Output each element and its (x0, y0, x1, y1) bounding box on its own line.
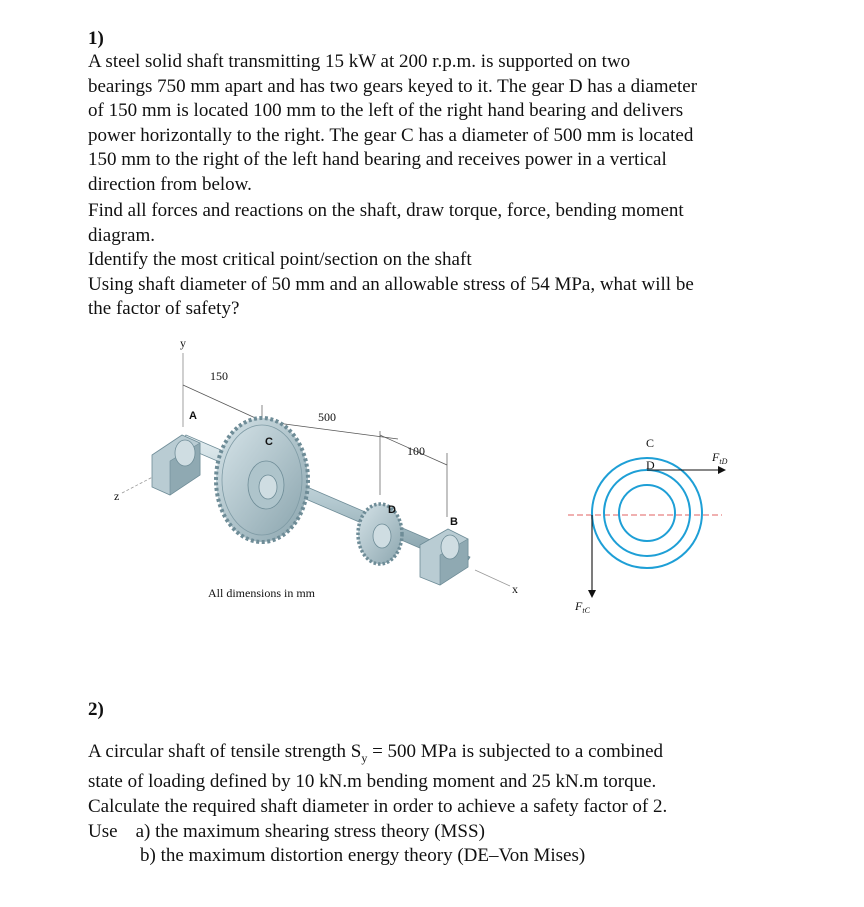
task-line: the factor of safety? (88, 298, 240, 320)
problem-2-line (88, 820, 788, 845)
task-line: Find all forces and reactions on the shaft, draw torque, force, bending moment (88, 200, 684, 221)
problem-2-line: Calculate the required shaft diameter in order to achieve a safety factor of 2. (88, 795, 668, 817)
gear-d (358, 504, 402, 564)
problem-1-statement (88, 50, 788, 198)
force-ftd-label: $F_{tD}$ (712, 450, 728, 466)
y-axis (180, 336, 186, 427)
end-view-label-c: C (646, 436, 655, 450)
end-view (568, 436, 728, 615)
problem-2-line: state of loading defined by 10 kN.m bending moment and 25 kN.m torque. (88, 771, 657, 793)
use-label: Use (88, 820, 118, 842)
label-a: A (189, 410, 197, 422)
force-ftc-arrow (574, 515, 596, 615)
bearing-b (420, 516, 468, 585)
gear-c (216, 418, 308, 542)
figure-caption: All dimensions in mm (208, 586, 316, 600)
problem-1-tasks (88, 199, 788, 322)
task-line: Using shaft diameter of 50 mm and an allowable stress of 54 MPa, what will be (88, 273, 694, 295)
problem-1-number: 1) (88, 28, 104, 49)
label-c: C (265, 436, 273, 448)
dim-500-label: 500 (318, 410, 336, 424)
force-ftc-label: $F_{tC}$ (575, 599, 590, 615)
axis-x-label: x (512, 582, 518, 596)
force-ftd-arrow (647, 450, 728, 474)
dim-100-label: 100 (407, 444, 425, 458)
x-axis (475, 570, 518, 596)
axis-z-label: z (114, 489, 120, 503)
shaft-figure (90, 335, 750, 625)
label-b: B (450, 516, 458, 528)
statement-line: power horizontally to the right. The gear C has a diameter of 500 mm is located (88, 124, 694, 146)
statement-line: A steel solid shaft transmitting 15 kW at 200 r.p.m. is supported on two (88, 51, 631, 72)
task-line: Identify the most critical point/section on the shaft (88, 249, 472, 271)
end-view-label-d: D (646, 458, 655, 472)
statement-line: 150 mm to the right of the left hand bearing and receives power in a vertical (88, 149, 667, 171)
axis-y-label: y (180, 336, 186, 350)
dim-150-label: 150 (210, 369, 228, 383)
problem-2-number: 2) (88, 699, 104, 720)
problem-2-statement (88, 740, 788, 869)
label-d: D (388, 504, 396, 516)
task-line: diagram. (88, 224, 156, 246)
option-a: a) the maximum shearing stress theory (MSS) (135, 820, 485, 842)
statement-line: of 150 mm is located 100 mm to the left of the right hand bearing and delivers (88, 100, 684, 122)
statement-line: bearings 750 mm apart and has two gears keyed to it. The gear D has a diameter (88, 75, 698, 97)
statement-line: direction from below. (88, 173, 252, 195)
problem-2-line: A circular shaft of tensile strength $S_y = 500$ MPa is subjected to a combined (88, 741, 663, 765)
option-b: b) the maximum distortion energy theory (DE–Von Mises) (140, 845, 586, 867)
bearing-a (152, 410, 200, 495)
